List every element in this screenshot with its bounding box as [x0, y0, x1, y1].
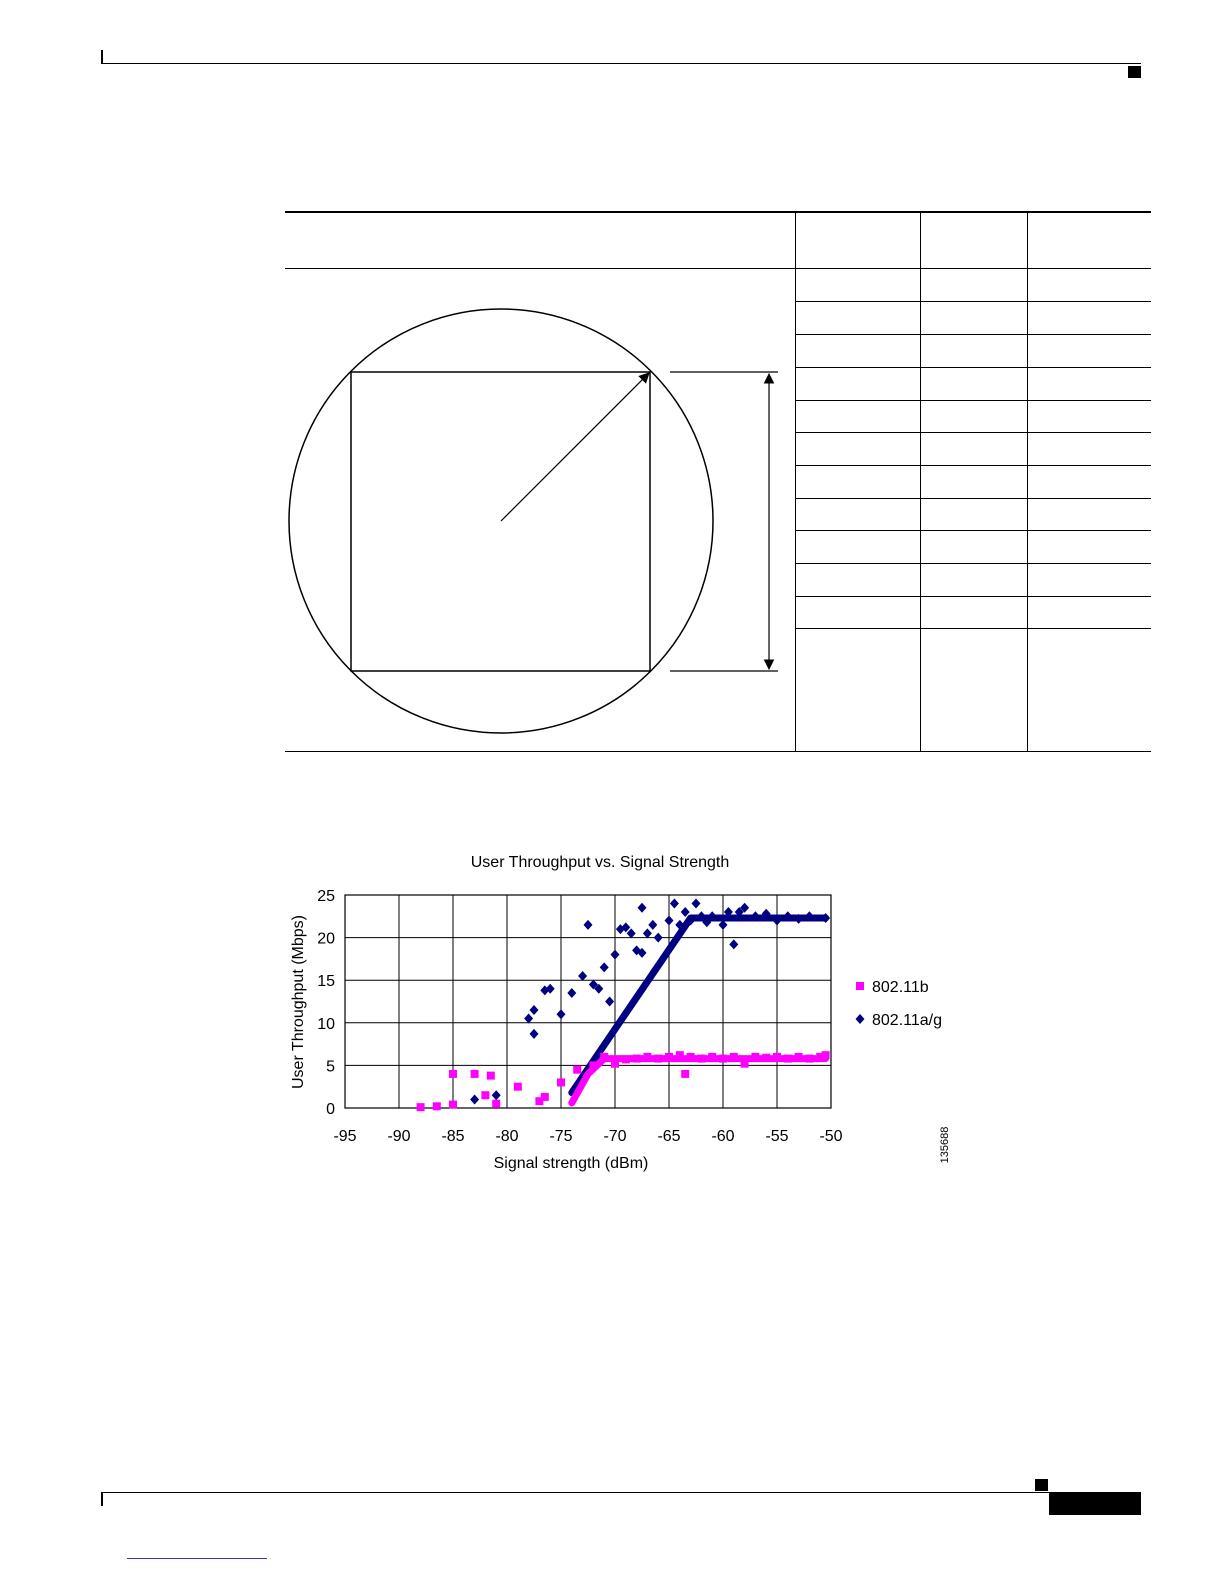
point-80211ag [643, 928, 652, 938]
footer-marker [1035, 1479, 1048, 1491]
point-80211b [600, 1053, 608, 1061]
y-tick-label: 25 [317, 888, 335, 905]
cell-coverage-diagram [280, 300, 790, 745]
point-80211b [433, 1102, 441, 1110]
point-80211b [795, 1053, 803, 1061]
point-80211ag [654, 933, 663, 943]
point-80211ag [600, 962, 609, 972]
footer-tick-left [101, 1492, 103, 1506]
point-80211b [681, 1070, 689, 1078]
point-80211ag [567, 988, 576, 998]
y-tick-label: 15 [317, 973, 335, 991]
point-80211ag [524, 1014, 533, 1024]
table-column-divider [1027, 211, 1028, 752]
point-80211b [589, 1061, 597, 1069]
table-row-rule [795, 563, 1151, 564]
table-row-rule [795, 530, 1151, 531]
point-80211b [541, 1093, 549, 1101]
x-tick-labels [333, 1128, 842, 1145]
point-80211ag [665, 916, 674, 926]
point-80211ag [492, 1090, 501, 1100]
chart-title: User Throughput vs. Signal Strength [470, 854, 730, 871]
table-column-divider [795, 211, 796, 752]
y-tick-label: 5 [326, 1058, 335, 1076]
point-80211b [449, 1070, 457, 1078]
x-tick-label: -55 [765, 1128, 789, 1145]
point-80211b [730, 1053, 738, 1061]
throughput-chart [270, 845, 970, 1185]
legend-label: 802.11a/g [872, 1012, 942, 1029]
x-tick-label: -90 [387, 1128, 411, 1145]
point-80211b [471, 1070, 479, 1078]
point-80211b [784, 1055, 792, 1063]
figure-id: 135688 [939, 1126, 951, 1164]
y-tick-labels [317, 888, 335, 1118]
point-80211ag [557, 1009, 566, 1019]
point-80211ag [470, 1094, 479, 1104]
point-80211ag [584, 920, 593, 930]
table-row-rule [795, 367, 1151, 368]
point-80211ag [670, 899, 679, 909]
point-80211b [665, 1053, 673, 1061]
point-80211b [449, 1101, 457, 1109]
point-80211b [514, 1083, 522, 1091]
point-80211ag [605, 997, 614, 1007]
x-tick-label: -60 [711, 1128, 735, 1145]
point-80211b [822, 1051, 830, 1059]
point-80211ag [530, 1029, 539, 1039]
y-tick-label: 10 [317, 1015, 335, 1033]
point-80211b [708, 1053, 716, 1061]
point-80211ag [648, 920, 657, 930]
point-80211ag [611, 950, 620, 960]
y-tick-label: 20 [317, 930, 335, 948]
footer-rule [101, 1492, 1141, 1493]
point-80211b [643, 1053, 651, 1061]
point-80211b [676, 1051, 684, 1059]
table-row-rule [795, 400, 1151, 401]
y-axis-label: User Throughput (Mbps) [290, 915, 307, 1089]
point-80211b [492, 1100, 500, 1108]
radius-arrow [501, 373, 649, 521]
table-column-divider [920, 211, 921, 752]
table-row-rule [795, 334, 1151, 335]
point-80211b [611, 1060, 619, 1068]
point-80211ag [578, 971, 587, 981]
point-80211b [741, 1060, 749, 1068]
page-number-block [1049, 1493, 1141, 1515]
point-80211ag [729, 939, 738, 949]
table-top-rule [285, 211, 1151, 213]
chart-legend [856, 979, 943, 1029]
data-points [417, 899, 830, 1112]
legend-label: 802.11b [872, 979, 929, 996]
point-80211ag [638, 903, 647, 913]
point-80211b [622, 1055, 630, 1063]
point-80211b [687, 1053, 695, 1061]
x-tick-label: -95 [333, 1128, 357, 1145]
point-80211b [654, 1055, 662, 1063]
x-tick-label: -50 [819, 1128, 843, 1145]
table-row-rule [795, 628, 1151, 629]
data-table [0, 0, 1224, 760]
x-tick-label: -85 [441, 1128, 465, 1145]
x-tick-label: -80 [495, 1128, 519, 1145]
point-80211b [557, 1078, 565, 1086]
point-80211b [573, 1066, 581, 1074]
y-tick-label: 0 [326, 1101, 335, 1118]
table-bottom-rule [285, 751, 1151, 752]
legend-marker-80211b [856, 982, 864, 990]
x-tick-label: -70 [603, 1128, 627, 1145]
point-80211ag [530, 1005, 539, 1015]
table-row-rule [795, 596, 1151, 597]
point-80211ag [692, 899, 701, 909]
table-row-rule [795, 498, 1151, 499]
point-80211b [481, 1091, 489, 1099]
table-row-rule [795, 465, 1151, 466]
point-80211b [633, 1055, 641, 1063]
footer-link-underline[interactable] [127, 1558, 267, 1559]
point-80211b [773, 1053, 781, 1061]
point-80211b [487, 1072, 495, 1080]
point-80211b [697, 1055, 705, 1063]
point-80211b [751, 1053, 759, 1061]
point-80211b [805, 1055, 813, 1063]
table-row-rule [795, 432, 1151, 433]
point-80211b [762, 1054, 770, 1062]
x-tick-label: -75 [549, 1128, 573, 1145]
table-header-rule [285, 268, 1151, 269]
point-80211b [417, 1103, 425, 1111]
point-80211b [719, 1055, 727, 1063]
x-axis-label: Signal strength (dBm) [493, 1155, 649, 1172]
trend-lines [572, 918, 826, 1103]
table-row-rule [795, 301, 1151, 302]
legend-marker-80211ag [856, 1014, 865, 1024]
x-tick-label: -65 [657, 1128, 681, 1145]
